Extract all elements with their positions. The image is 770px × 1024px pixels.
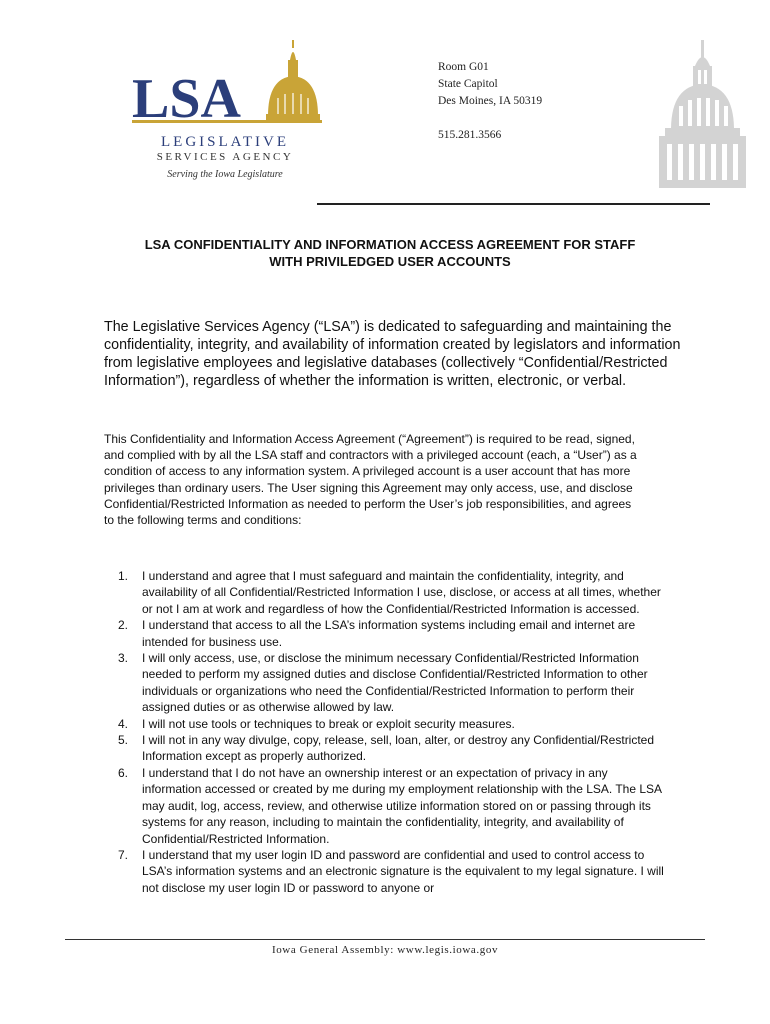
list-item-text: I understand and agree that I must safeguard and maintain the confidentiality, integrity, and availability of all Confidential/Restricted Information I use, disclose, or access at all times, whether or not I am at work and regardless of how the Confidential/Restricted Information is accessed. [142, 569, 661, 616]
agency-phone: 515.281.3566 [438, 129, 502, 141]
lsa-logo-graphic [128, 38, 328, 153]
logo-line-services-agency: SERVICES AGENCY [156, 151, 294, 163]
page-footer: Iowa General Assembly: www.legis.iowa.gov [271, 944, 499, 956]
list-item-text: I understand that access to all the LSA’s information systems including email and internet are intended for business use. [142, 618, 636, 649]
footer-divider [65, 939, 705, 940]
logo-tagline: Serving the Iowa Legislature [167, 169, 283, 180]
lead-paragraph: The Legislative Services Agency (“LSA”) is dedicated to safeguarding and maintaining the confidentiality, integrity, and availability of information created by legislators and information from legislative employees and legislative databases (collectively “Confidential/Restricted Information”), regardless of whether the information is written, electronic, or verbal. [104, 319, 681, 389]
list-item [104, 716, 664, 732]
list-item-number: 4. [118, 716, 129, 731]
intro-paragraph: This Confidentiality and Information Access Agreement (“Agreement”) is required to be read, signed, and complied with by all the LSA staff and contractors with a privileged account (each, a “User”) as a condition of access to any information system. A privileged account is a user account that has more privileges than ordinary users. The User signing this Agreement may only access, use, and disclose Confidential/Restricted Information as needed to perform the User’s job responsibilities, and agrees to the following terms and conditions: [104, 432, 637, 528]
address-line: Room G01 [438, 61, 489, 73]
list-item-number: 1. [118, 569, 129, 583]
lsa-logo [128, 38, 328, 188]
list-item-text: I understand that I do not have an ownership interest or an expectation of privacy in any information accessed or created by me during my employment relationship with the LSA. The LSA may audit, log, access, review, and otherwise utilize information stored on or passing through its systems for any reason, including to maintain the confidentiality, integrity, and availability of Confidential/Restricted Information. [142, 765, 662, 846]
list-item-text: I will not use tools or techniques to break or exploit security measures. [142, 716, 515, 731]
address-line: State Capitol [438, 78, 498, 90]
document-title [60, 236, 720, 270]
list-item-number: 6. [118, 765, 129, 780]
list-item-number: 7. [118, 847, 129, 862]
list-item [104, 568, 664, 617]
list-item-number: 2. [118, 618, 129, 633]
address-line: Des Moines, IA 50319 [438, 95, 543, 107]
lsa-wordmark: LSA [132, 68, 241, 130]
capitol-dome-icon [655, 40, 750, 190]
list-item-number: 3. [118, 651, 129, 666]
agency-address [438, 59, 542, 144]
list-item [104, 765, 664, 847]
list-item-text: I will not in any way divulge, copy, release, sell, loan, alter, or destroy any Confidential/Restricted Information except as properly authorized. [142, 733, 655, 764]
list-item [104, 617, 664, 650]
list-item-text: I understand that my user login ID and password are confidential and used to control access to LSA’s information systems and an electronic signature is the equivalent to my legal signature. I will not disclose my user login ID or password to anyone or [142, 847, 664, 895]
title-line-2: WITH PRIVILEDGED USER ACCOUNTS [269, 254, 511, 269]
title-line-1: LSA CONFIDENTIALITY AND INFORMATION ACCESS AGREEMENT FOR STAFF [144, 237, 636, 252]
logo-line-legislative: LEGISLATIVE [161, 134, 289, 150]
list-item [104, 847, 664, 896]
list-item-text: I will only access, use, or disclose the minimum necessary Confidential/Restricted Information needed to perform my assigned duties and disclose Confidential/Restricted Information to other individuals or organizations who need the Confidential/Restricted Information to perform their assigned duties or as otherwise allowed by law. [142, 651, 648, 715]
list-item-number: 5. [118, 733, 129, 748]
list-item [104, 650, 664, 716]
header-divider [317, 203, 710, 205]
list-item [104, 732, 664, 765]
terms-list [104, 568, 664, 896]
